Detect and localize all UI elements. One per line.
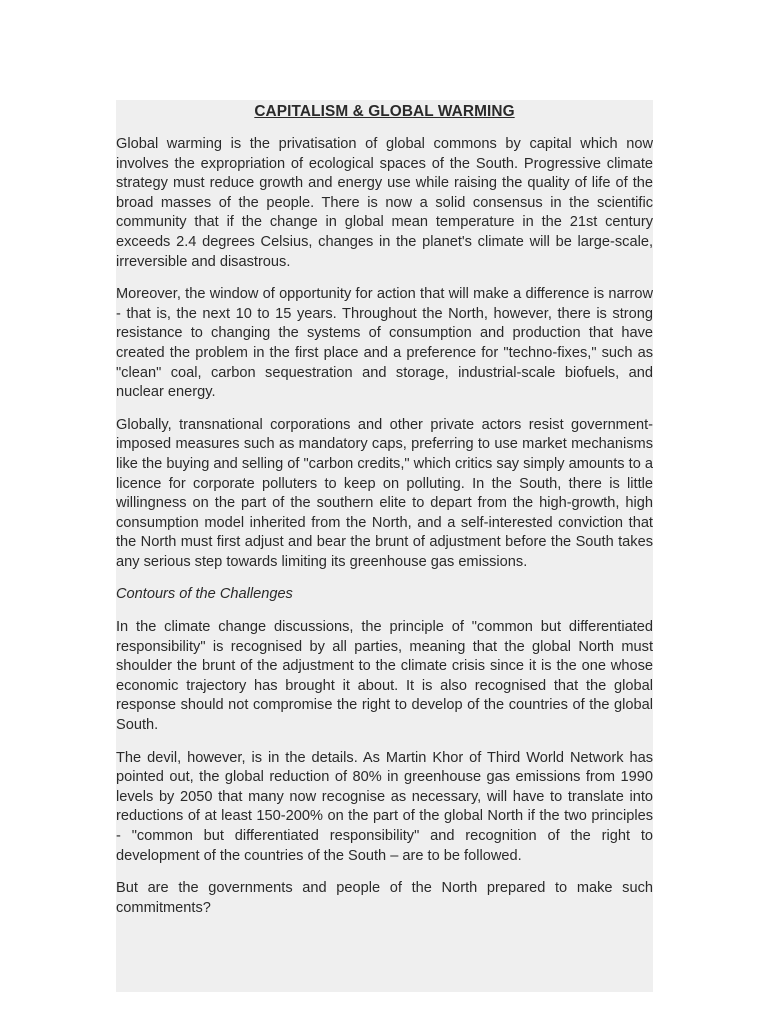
paragraph-3: Globally, transnational corporations and other private actors resist government-imposed measures such as mandatory caps, preferring to use market mechanisms like the buying and selling of "carbon credits," which critics say simply amounts to a licence for corporate polluters to keep on polluting. In the South, there is little willingness on the part of the southern elite to depart from the high-growth, high consumption model inherited from the North, and a self-interested conviction that the North must first adjust and bear the brunt of adjustment before the South takes any serious step towards limiting its greenhouse gas emissions.	[116, 416, 653, 570]
paragraph-2: Moreover, the window of opportunity for action that will make a difference is narrow - that is, the next 10 to 15 years. Throughout the North, however, there is strong resistance to changing the systems of consumption and production that have created the problem in the first place and a preference for "techno-fixes," such as "clean" coal, carbon sequestration and storage, industrial-scale biofuels, and nuclear energy.	[116, 286, 653, 401]
paragraph-4: In the climate change discussions, the principle of "common but differentiated responsibility" is recognised by all parties, meaning that the global North must shoulder the brunt of the adjustment to the climate crisis since it is the one whose economic trajectory has brought it about. It is also recognised that the global response should not compromise the right to develop of the countries of the global South.	[116, 619, 653, 734]
paragraph-5: The devil, however, is in the details. As Martin Khor of Third World Network has pointed out, the global reduction of 80% in greenhouse gas emissions from 1990 levels by 2050 that many now recognise as necessary, will have to translate into reductions of at least 150-200% on the part of the global North if the two principles - "common but differentiated responsibility" and recognition of the right to development of the countries of the South – are to be followed.	[116, 749, 653, 864]
paragraph-1: Global warming is the privatisation of global commons by capital which now involves the expropriation of ecological spaces of the South. Progressive climate strategy must reduce growth and energy use while raising the quality of life of the broad masses of the people. There is now a solid consensus in the scientific community that if the change in global mean temperature in the 21st century exceeds 2.4 degrees Celsius, changes in the planet's climate will be large-scale, irreversible and disastrous.	[116, 136, 653, 270]
document-title: CAPITALISM & GLOBAL WARMING	[254, 103, 515, 120]
paragraph-6: But are the governments and people of the North prepared to make such commitments?	[116, 880, 653, 916]
section-subheading: Contours of the Challenges	[116, 586, 293, 603]
document-text-block	[116, 100, 653, 992]
